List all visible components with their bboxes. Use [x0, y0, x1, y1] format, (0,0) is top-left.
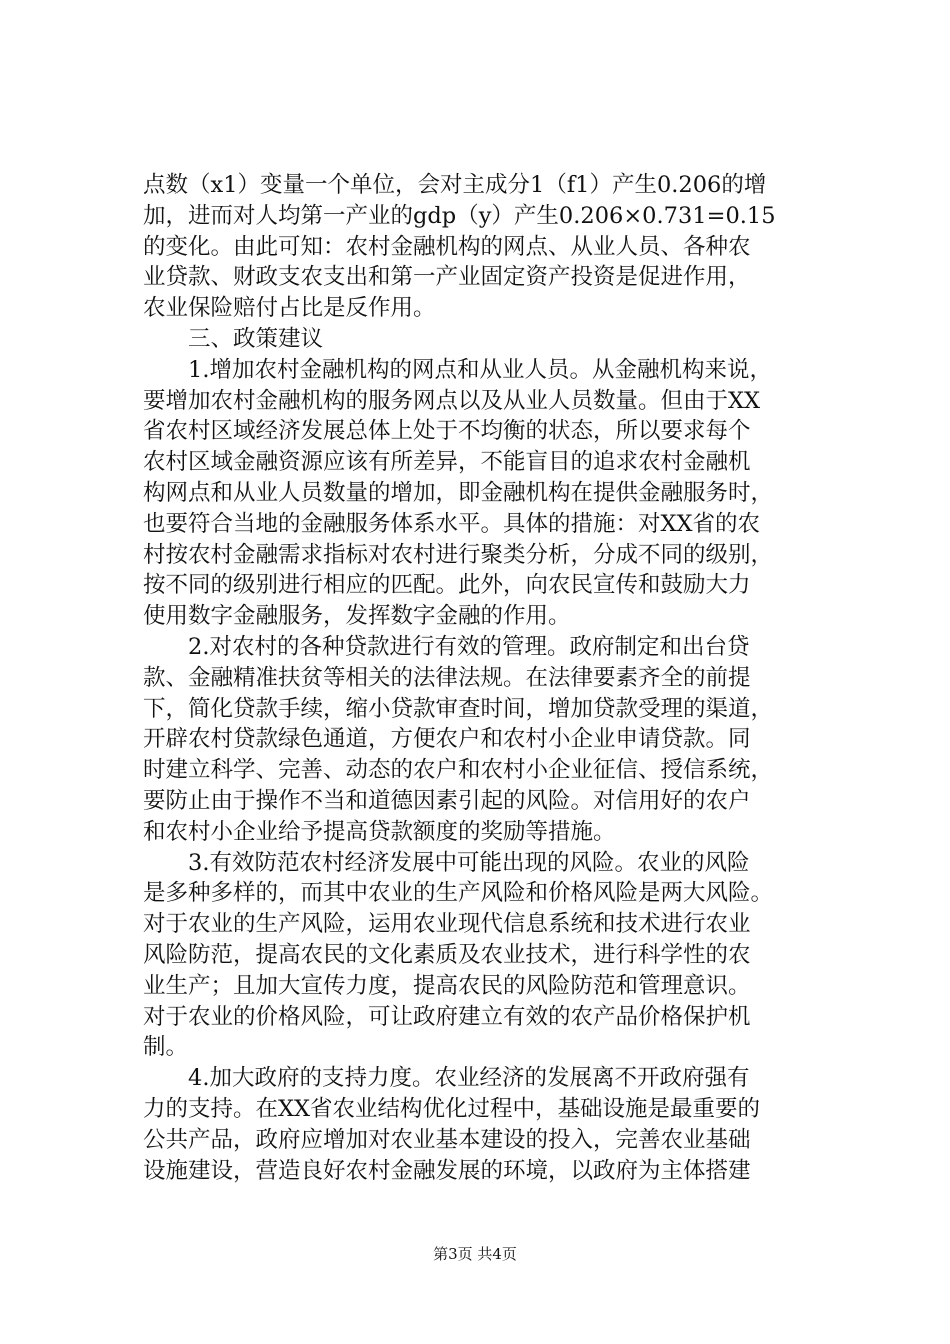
text-line: 构网点和从业人员数量的增加，即金融机构在提供金融服务时， — [143, 479, 774, 506]
text-line: 风险防范，提高农民的文化素质及农业技术，进行科学性的农 — [143, 941, 751, 968]
text-line: 设施建设，营造良好农村金融发展的环境，以政府为主体搭建 — [143, 1157, 751, 1184]
section-heading: 三、政策建议 — [143, 325, 324, 352]
text-line: 制。 — [143, 1034, 189, 1061]
text-line: 村按农村金融需求指标对农村进行聚类分析，分成不同的级别， — [143, 541, 774, 568]
text-line: 3.有效防范农村经济发展中可能出现的风险。农业的风险 — [143, 849, 750, 876]
body-text — [143, 170, 833, 1186]
text-line: 下，简化贷款手续，缩小贷款审查时间，增加贷款受理的渠道， — [143, 695, 774, 722]
text-line: 2.对农村的各种贷款进行有效的管理。政府制定和出台贷 — [143, 633, 750, 660]
page-footer — [0, 1244, 950, 1264]
text-line: 业生产；且加大宣传力度，提高农民的风险防范和管理意识。 — [143, 972, 751, 999]
text-line: 力的支持。在XX省农业结构优化过程中，基础设施是最重要的 — [143, 1095, 761, 1122]
text-line: 4.加大政府的支持力度。农业经济的发展离不开政府强有 — [143, 1065, 750, 1092]
text-line: 点数（x1）变量一个单位，会对主成分1（f1）产生0.206的增 — [143, 172, 767, 198]
text-line: 省农村区域经济发展总体上处于不均衡的状态，所以要求每个 — [143, 418, 751, 445]
text-line: 按不同的级别进行相应的匹配。此外，向农民宣传和鼓励大力 — [143, 572, 751, 599]
text-line: 业贷款、财政支农支出和第一产业固定资产投资是促进作用， — [143, 264, 751, 291]
text-line: 是多种多样的，而其中农业的生产风险和价格风险是两大风险。 — [143, 880, 774, 907]
text-line: 时建立科学、完善、动态的农户和农村小企业征信、授信系统， — [143, 757, 774, 784]
page-number: 第3页 共4页 — [433, 1245, 517, 1263]
text-line: 农村区域金融资源应该有所差异，不能盲目的追求农村金融机 — [143, 449, 751, 476]
text-line: 农业保险赔付占比是反作用。 — [143, 295, 436, 322]
text-line: 公共产品，政府应增加对农业基本建设的投入，完善农业基础 — [143, 1126, 751, 1153]
text-line: 使用数字金融服务，发挥数字金融的作用。 — [143, 603, 571, 630]
text-line: 也要符合当地的金融服务体系水平。具体的措施：对XX省的农 — [143, 510, 761, 537]
text-line: 开辟农村贷款绿色通道，方便农户和农村小企业申请贷款。同 — [143, 726, 751, 753]
text-line: 的变化。由此可知：农村金融机构的网点、从业人员、各种农 — [143, 233, 751, 260]
text-line: 要增加农村金融机构的服务网点以及从业人员数量。但由于XX — [143, 387, 761, 414]
text-line: 加，进而对人均第一产业的gdp（y）产生0.206×0.731=0.15 — [143, 202, 776, 229]
text-line: 要防止由于操作不当和道德因素引起的风险。对信用好的农户 — [143, 787, 751, 814]
text-line: 对于农业的生产风险，运用农业现代信息系统和技术进行农业 — [143, 911, 751, 938]
text-line: 和农村小企业给予提高贷款额度的奖励等措施。 — [143, 818, 616, 845]
text-line: 款、金融精准扶贫等相关的法律法规。在法律要素齐全的前提 — [143, 664, 751, 691]
text-line: 对于农业的价格风险，可让政府建立有效的农产品价格保护机 — [143, 1003, 751, 1030]
text-line: 1.增加农村金融机构的网点和从业人员。从金融机构来说， — [143, 356, 772, 383]
